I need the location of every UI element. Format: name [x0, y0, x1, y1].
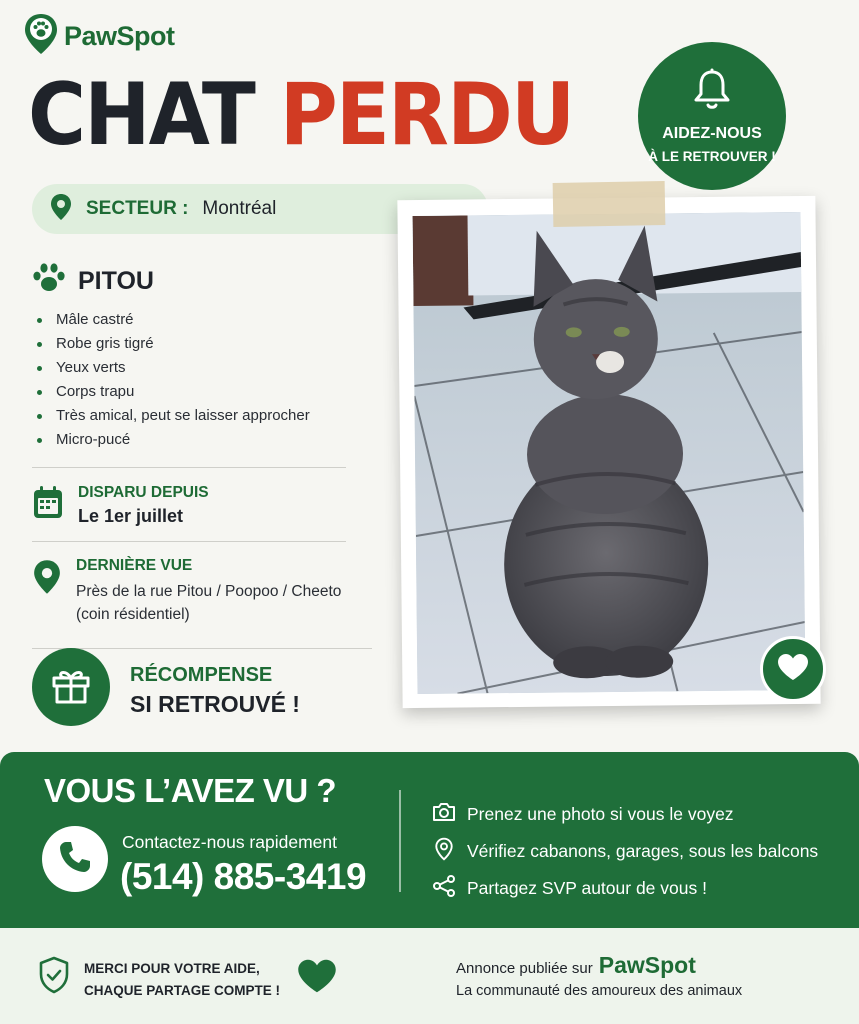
contact-label: Contactez-nous rapidement — [122, 832, 337, 852]
thanks-line1: MERCI POUR VOTRE AIDE, — [84, 961, 260, 976]
favorite-button[interactable] — [760, 636, 826, 702]
divider — [32, 648, 372, 649]
list-item — [432, 833, 818, 870]
camera-icon — [432, 801, 456, 828]
contact-title: VOUS L’AVEZ VU ? — [44, 772, 337, 809]
help-badge-line2: À LE RETROUVER ! — [648, 149, 776, 164]
paw-icon — [32, 262, 66, 301]
last-seen-section — [32, 557, 341, 626]
heart-icon — [777, 653, 809, 686]
cat-name-heading — [32, 262, 154, 301]
paw-pin-icon — [24, 12, 58, 61]
call-button[interactable] — [42, 826, 108, 892]
reward-text — [130, 664, 300, 718]
page-title — [28, 65, 574, 165]
phone-number-link[interactable]: (514) 885-3419 — [120, 856, 367, 897]
community-tagline: La communauté des amoureux des animaux — [456, 983, 743, 999]
last-seen-label: DERNIÈRE VUE — [76, 557, 193, 574]
cat-photo — [413, 212, 806, 694]
missing-since-section — [32, 484, 209, 527]
sector-value: Montréal — [202, 198, 277, 219]
last-seen-line1: Près de la rue Pitou / Poopoo / Cheeto — [76, 583, 342, 600]
location-pin-icon — [432, 837, 456, 866]
divider — [32, 467, 346, 468]
list-item: Robe gris tigré — [36, 332, 310, 356]
tip-text: Vérifiez cabanons, garages, sous les balcons — [467, 841, 819, 861]
title-part1: CHAT — [28, 65, 254, 165]
list-item: Yeux verts — [36, 356, 310, 380]
tape-strip — [553, 181, 666, 227]
location-pin-icon — [32, 557, 62, 626]
list-item: Corps trapu — [36, 380, 310, 404]
list-item: Micro-pucé — [36, 428, 310, 452]
reward-line1: RÉCOMPENSE — [130, 664, 273, 686]
reward-line2: SI RETROUVÉ ! — [130, 691, 300, 717]
published-prefix: Annonce publiée sur — [456, 960, 593, 977]
share-icon — [432, 874, 456, 903]
bell-icon — [692, 68, 732, 117]
published-on — [456, 952, 696, 979]
tip-text: Prenez une photo si vous le voyez — [467, 804, 734, 824]
cat-traits-list — [36, 308, 310, 452]
heart-icon — [297, 958, 337, 999]
list-item — [432, 796, 818, 833]
missing-since-value: Le 1er juillet — [78, 506, 184, 526]
last-seen-line2: (coin résidentiel) — [76, 606, 190, 623]
list-item: Très amical, peut se laisser approcher — [36, 404, 310, 428]
thanks-message — [84, 958, 280, 1002]
brand-name: PawSpot — [64, 21, 175, 51]
shield-check-icon — [38, 956, 70, 999]
brand-logo[interactable] — [24, 12, 175, 61]
calendar-icon — [32, 484, 64, 527]
reward-badge — [32, 648, 110, 726]
divider — [32, 541, 346, 542]
list-item — [432, 870, 818, 907]
title-part2: PERDU — [279, 65, 574, 165]
help-badge-line1: AIDEZ-NOUS — [662, 125, 762, 142]
missing-since-label: DISPARU DEPUIS — [78, 484, 209, 501]
tips-list — [432, 796, 818, 907]
location-pin-icon — [50, 193, 72, 226]
list-item: Mâle castré — [36, 308, 310, 332]
sector-label: SECTEUR : — [86, 198, 189, 219]
help-badge — [638, 42, 786, 190]
published-brand-link[interactable]: PawSpot — [598, 952, 696, 978]
cat-name: PITOU — [78, 267, 154, 295]
tip-text: Partagez SVP autour de vous ! — [467, 878, 707, 898]
gift-icon — [50, 664, 92, 711]
thanks-line2: CHAQUE PARTAGE COMPTE ! — [84, 983, 281, 998]
cat-photo-frame — [397, 196, 820, 708]
divider — [399, 790, 401, 892]
phone-icon — [58, 840, 92, 879]
